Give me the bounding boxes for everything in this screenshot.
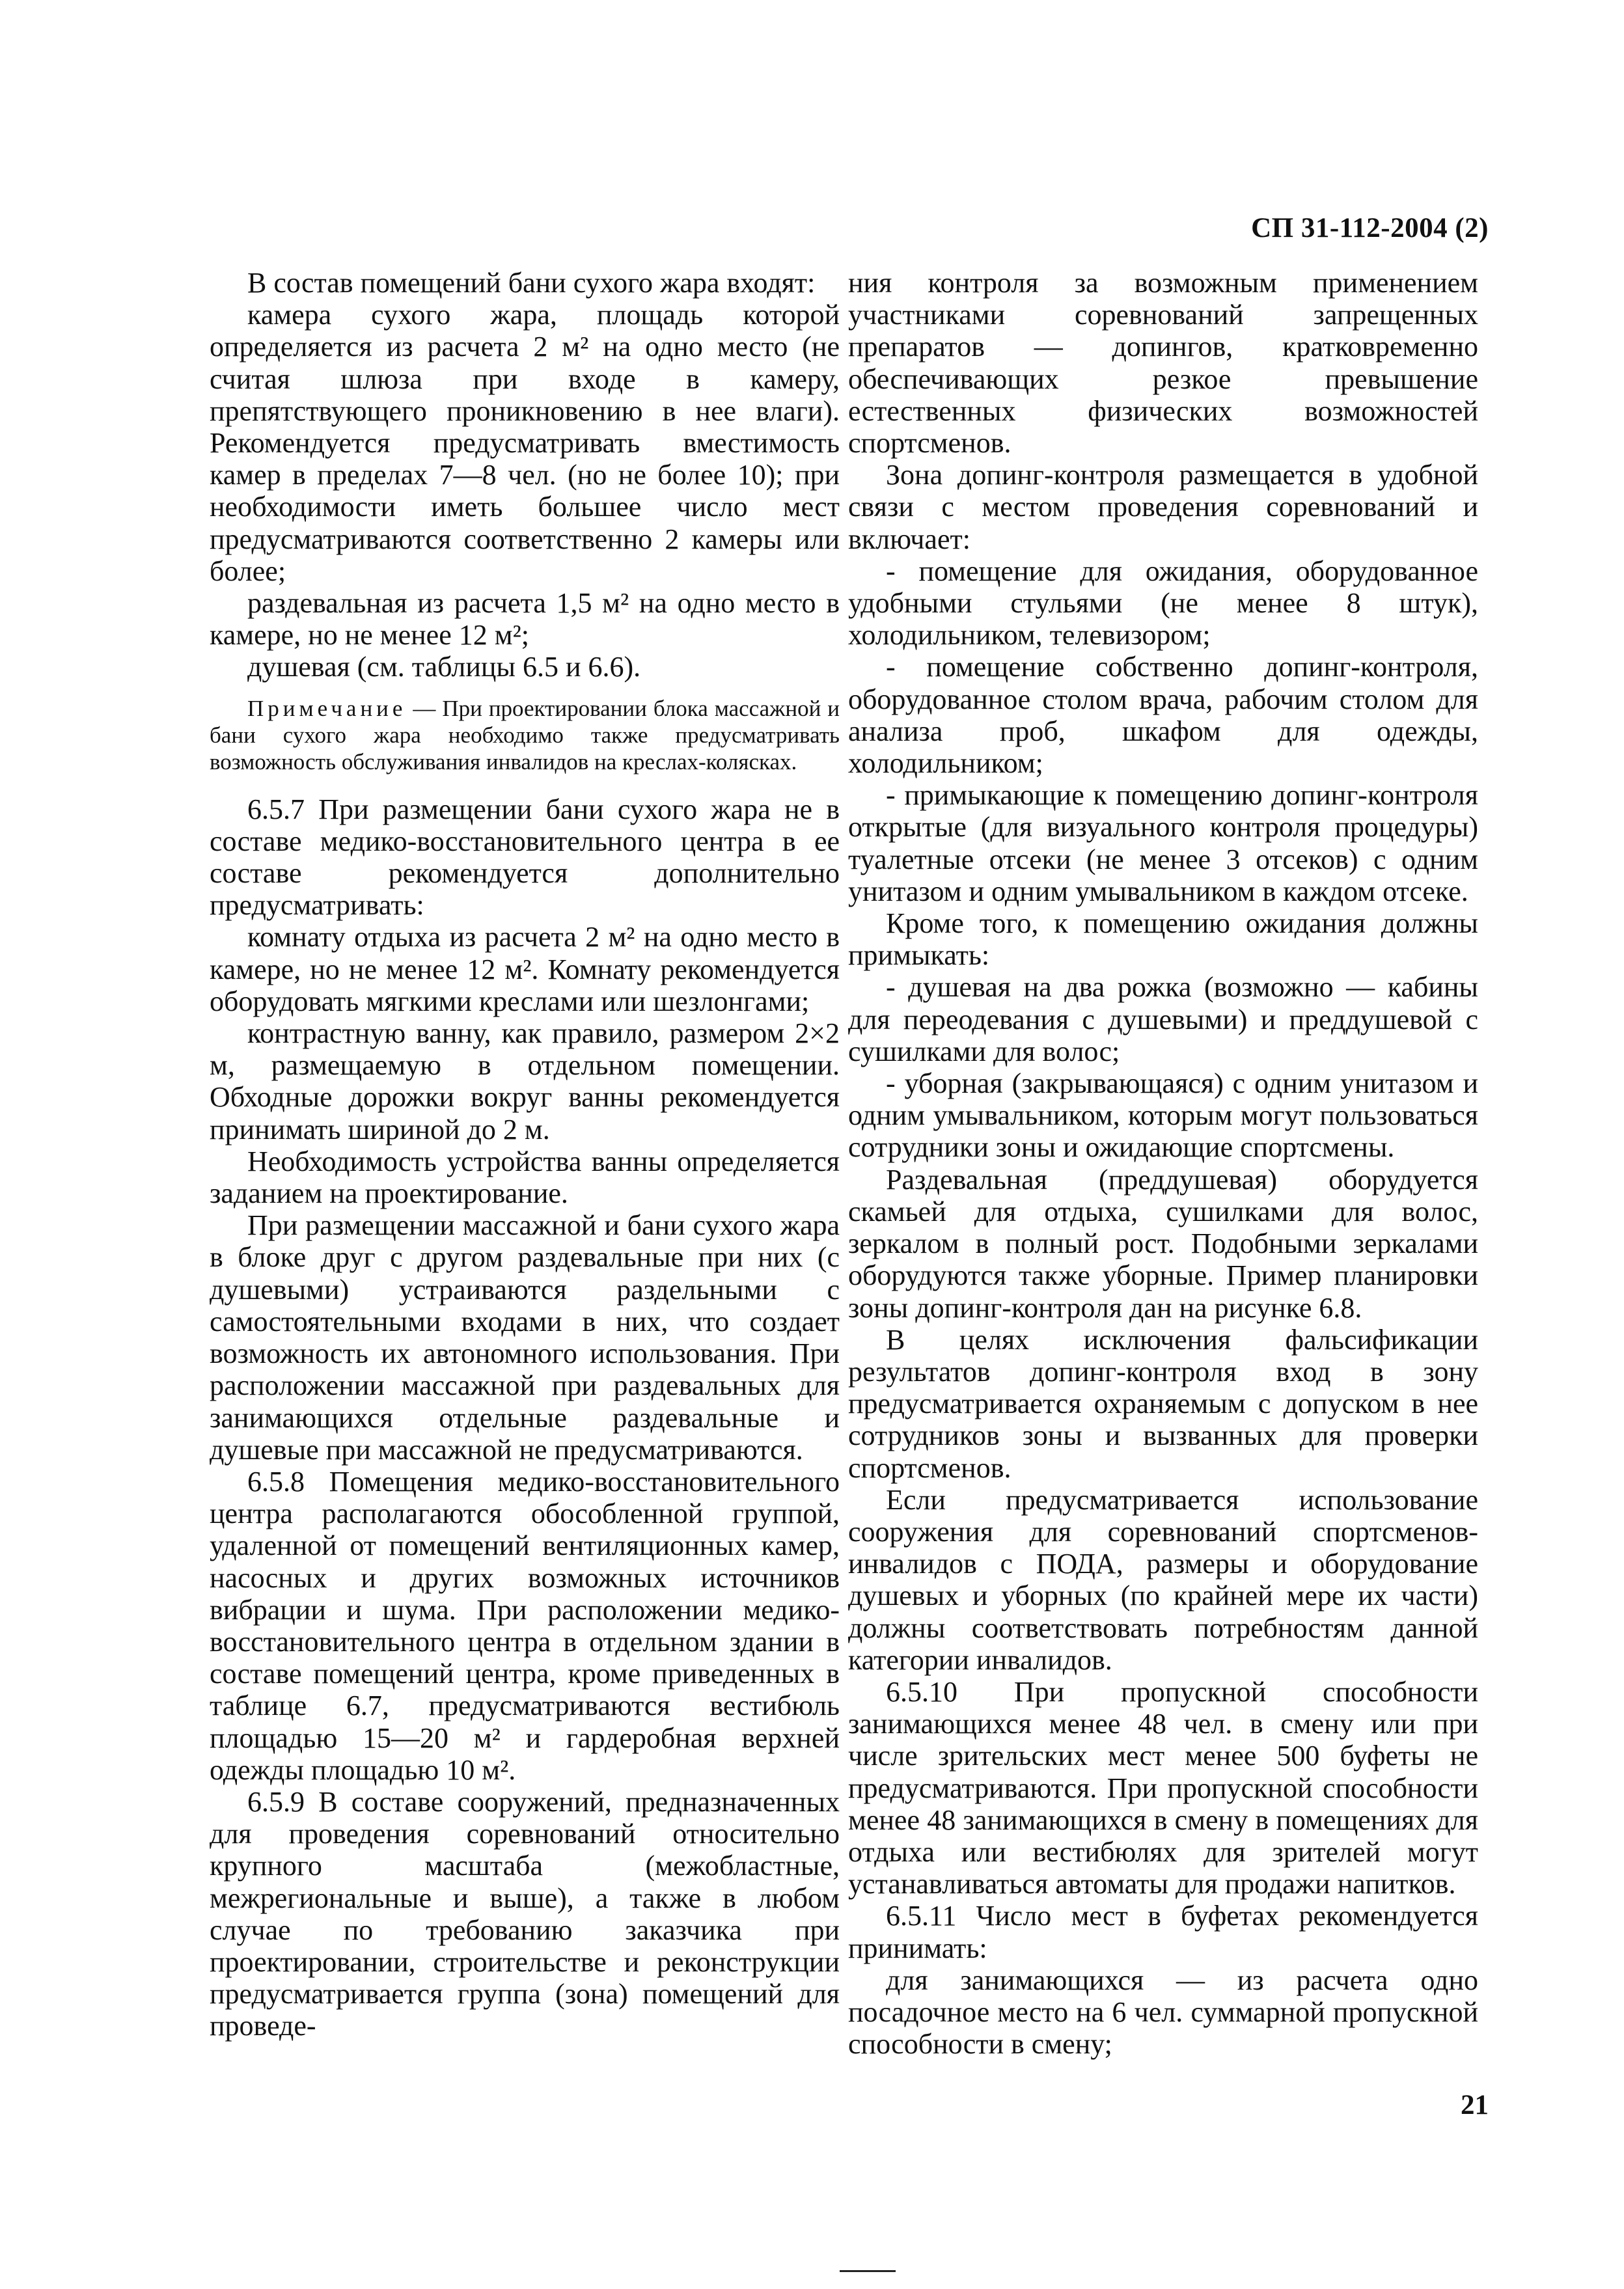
note-label: Примечание [247, 695, 407, 721]
paragraph: При размещении массажной и бани сухого жара в блоке друг с другом раздевальные при них (с душевыми) устраиваются раздельными с самостоятельными входами в них, что создает возможность их автономного использования. При расположении массажной при раздевальных для занимающихся отдельные раздевальные и душевые при массажной не предусматриваются. [210, 1209, 840, 1466]
right-column [848, 267, 1478, 2060]
note [210, 695, 840, 775]
paragraph: 6.5.11 Число мест в буфетах рекомендуется принимать: [848, 1900, 1478, 1964]
paragraph: комнату отдыха из расчета 2 м² на одно место в камере, но не менее 12 м². Комнату рекомендуется оборудовать мягкими креслами или шезлонгами; [210, 921, 840, 1017]
bottom-rule [840, 2270, 896, 2272]
left-column [210, 267, 840, 2042]
paragraph: Необходимость устройства ванны определяется заданием на проектирование. [210, 1145, 840, 1210]
paragraph: В состав помещений бани сухого жара входят: [247, 267, 816, 299]
page-number: 21 [1461, 2090, 1489, 2120]
list-item: - уборная (закрывающаяся) с одним унитазом и одним умывальником, которым могут пользоваться сотрудники зоны и ожидающие спортсмены. [848, 1067, 1478, 1164]
paragraph: 6.5.7 При размещении бани сухого жара не в составе медико-восстановительного центра в ее составе рекомендуется дополнительно предусматривать: [210, 793, 840, 922]
paragraph: камера сухого жара, площадь которой определяется из расчета 2 м² на одно место (не считая шлюза при входе в камеру, препятствующего проникновению в нее влаги). Рекомендуется предусматривать вместимость камер в пределах 7—8 чел. (но не более 10); при необходимости иметь большее число мест предусматриваются соответственно 2 камеры или более; [210, 299, 840, 587]
list-item: - помещение собственно допинг-контроля, оборудованное столом врача, рабочим столом для анализа проб, шкафом для одежды, холодильником; [848, 651, 1478, 780]
paragraph: контрастную ванну, как правило, размером 2×2 м, размещаемую в отдельном помещении. Обходные дорожки вокруг ванны рекомендуется принимать шириной до 2 м. [210, 1017, 840, 1145]
paragraph: Зона допинг-контроля размещается в удобной связи с местом проведения соревнований и включает: [848, 459, 1478, 555]
paragraph: ния контроля за возможным применением участниками соревнований запрещенных препаратов — допингов, кратковременно обеспечивающих резкое превышение естественных физических возможностей спортсменов. [848, 267, 1478, 459]
paragraph: 6.5.10 При пропускной способности занимающихся менее 48 чел. в смену или при числе зрительских мест менее 500 буфеты не предусматриваются. При пропускной способности менее 48 занимающихся в смену в помещениях для отдыха или вестибюлях для зрителей могут устанавливаться автоматы для продажи напитков. [848, 1675, 1478, 1900]
paragraph: для занимающихся — из расчета одно посадочное место на 6 чел. суммарной пропускной способности в смену; [848, 1964, 1478, 2061]
paragraph: Кроме того, к помещению ожидания должны примыкать: [848, 907, 1478, 972]
paragraph: В целях исключения фальсификации результатов допинг-контроля вход в зону предусматривается охраняемым с допуском в нее сотрудников зоны и вызванных для проверки спортсменов. [848, 1323, 1478, 1484]
paragraph: 6.5.8 Помещения медико-восстановительного центра располагаются обособленной группой, удаленной от помещений вентиляционных камер, насосных и других возможных источников вибрации и шума. При расположении медико-восстановительного центра в отдельном здании в составе помещений центра, кроме приведенных в таблице 6.7, предусматриваются вестибюль площадью 15—20 м² и гардеробная верхней одежды площадью 10 м². [210, 1465, 840, 1786]
document-code: СП 31-112-2004 (2) [1251, 213, 1489, 243]
paragraph: Если предусматривается использование сооружения для соревнований спортсменов-инвалидов с ПОДА, размеры и оборудование душевых и уборных (по крайней мере их части) должны соответствовать потребностям данной категории инвалидов. [848, 1483, 1478, 1676]
list-item: - душевая на два рожка (возможно — кабины для переодевания с душевыми) и преддушевой с сушилками для волос; [848, 971, 1478, 1067]
list-item: - помещение для ожидания, оборудованное удобными стульями (не менее 8 штук), холодильником, телевизором; [848, 555, 1478, 651]
list-item: - примыкающие к помещению допинг-контроля открытые (для визуального контроля процедуры) туалетные отсеки (не менее 3 отсеков) с одним унитазом и одним умывальником в каждом отсеке. [848, 779, 1478, 907]
paragraph: Раздевальная (преддушевая) оборудуется скамьей для отдыха, сушилками для волос, зеркалом в полный рост. Подобными зеркалами оборудуются также уборные. Пример планировки зоны допинг-контроля дан на рисунке 6.8. [848, 1163, 1478, 1324]
paragraph: 6.5.9 В составе сооружений, предназначенных для проведения соревнований относительно крупного масштаба (межобластные, межрегиональные и выше), а также в любом случае по требованию заказчика при проектировании, строительстве и реконструкции предусматривается группа (зона) помещений для проведе- [210, 1785, 840, 2042]
paragraph: душевая (см. таблицы 6.5 и 6.6). [247, 651, 641, 683]
note-text: — При проектировании блока массажной и бани сухого жара необходимо также предусматривать возможность обслуживания инвалидов на креслах-колясках. [210, 695, 840, 774]
paragraph: раздевальная из расчета 1,5 м² на одно место в камере, но не менее 12 м²; [210, 587, 840, 651]
